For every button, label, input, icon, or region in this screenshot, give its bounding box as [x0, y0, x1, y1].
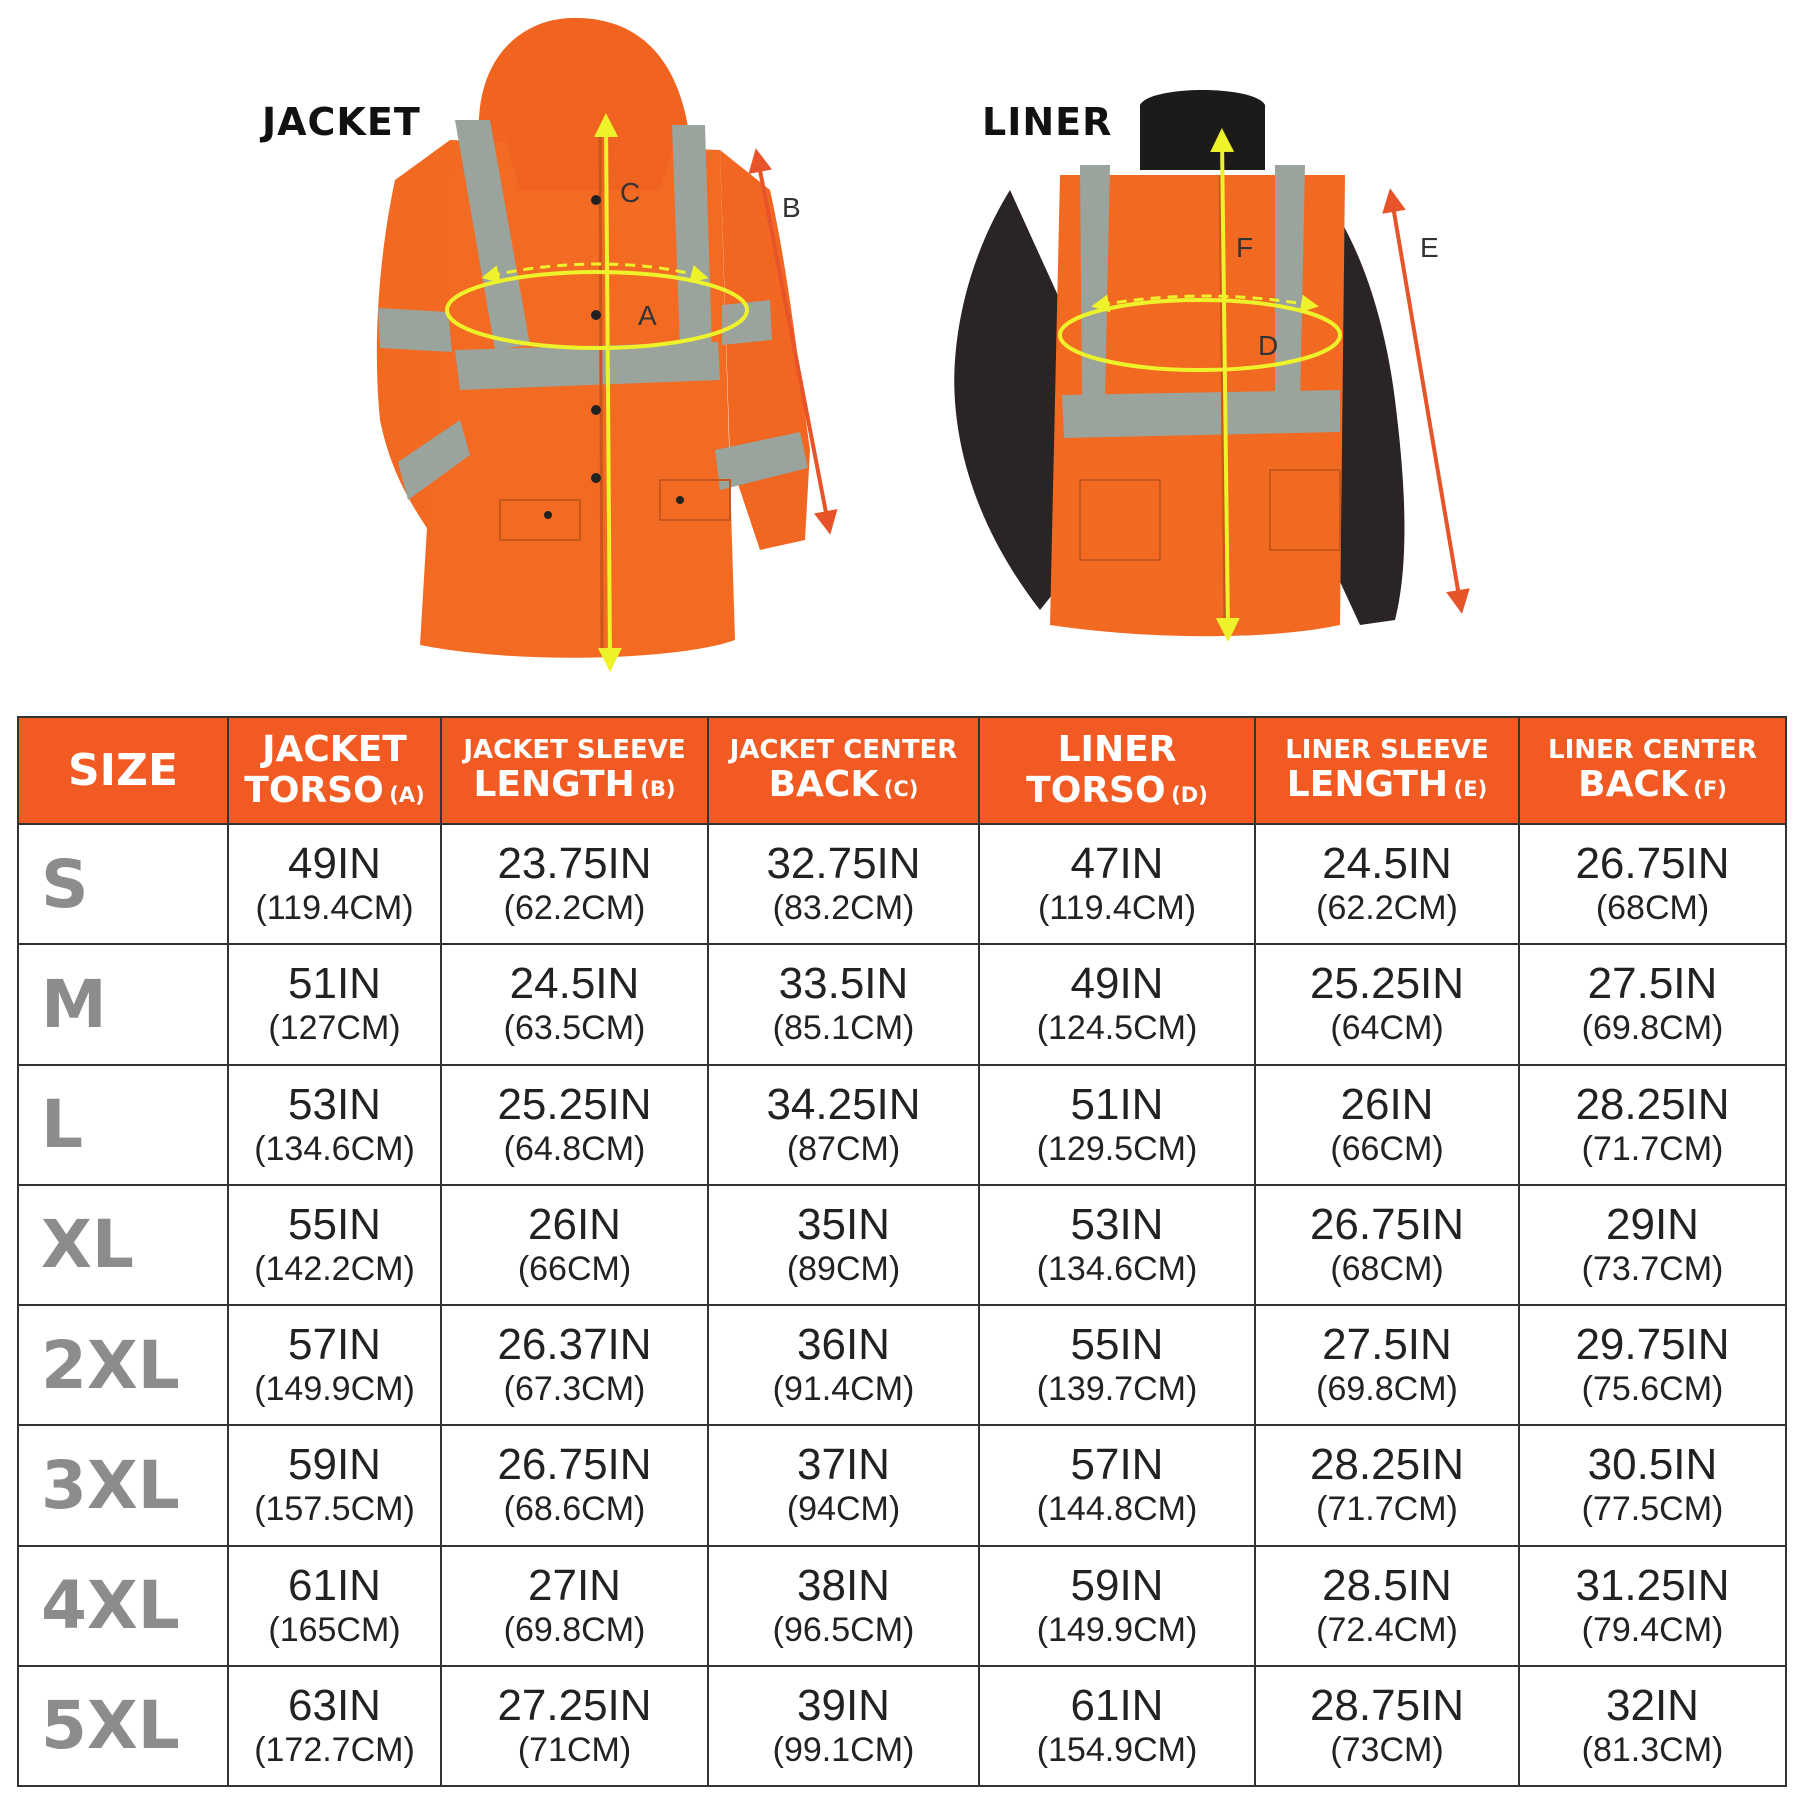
value-centimeters: (165CM) — [268, 1610, 401, 1649]
value-inches: 27.5IN — [1587, 959, 1718, 1009]
value-inches: 28.5IN — [1322, 1560, 1452, 1610]
value-inches: 26.37IN — [497, 1320, 652, 1370]
value-centimeters: (64CM) — [1330, 1009, 1444, 1048]
value-centimeters: (73CM) — [1330, 1730, 1444, 1769]
value-centimeters: (94CM) — [786, 1490, 901, 1529]
value-inches: 29.75IN — [1575, 1320, 1730, 1370]
value-centimeters: (134.6CM) — [1036, 1249, 1198, 1288]
garment-illustrations — [0, 0, 1800, 690]
value-centimeters: (75.6CM) — [1581, 1370, 1724, 1409]
table-header-row — [18, 717, 1786, 824]
value-centimeters: (142.2CM) — [254, 1249, 415, 1288]
value-inches: 30.5IN — [1587, 1440, 1718, 1490]
value-centimeters: (77.5CM) — [1581, 1490, 1724, 1529]
size-label: 2XL — [18, 1305, 228, 1425]
value-inches: 26.75IN — [1575, 839, 1730, 889]
value-centimeters: (154.9CM) — [1036, 1730, 1198, 1769]
value-centimeters: (119.4CM) — [255, 889, 414, 928]
cell-jacket-sleeve-length — [441, 1185, 708, 1305]
table-row — [18, 1065, 1786, 1185]
table-row — [18, 1666, 1786, 1786]
cell-liner-sleeve-length — [1255, 1065, 1519, 1185]
value-inches: 55IN — [1070, 1320, 1164, 1370]
value-centimeters: (85.1CM) — [772, 1009, 915, 1048]
size-label: M — [18, 944, 228, 1064]
value-inches: 61IN — [288, 1560, 381, 1610]
value-centimeters: (66CM) — [1330, 1129, 1444, 1168]
value-inches: 24.5IN — [509, 959, 640, 1009]
value-centimeters: (66CM) — [517, 1249, 632, 1288]
value-inches: 26IN — [528, 1199, 621, 1249]
cell-jacket-torso — [228, 1546, 441, 1666]
value-inches: 28.75IN — [1309, 1680, 1465, 1730]
value-inches: 36IN — [797, 1320, 890, 1370]
cell-jacket-center-back — [708, 1185, 979, 1305]
value-centimeters: (72.4CM) — [1316, 1610, 1458, 1649]
value-centimeters: (129.5CM) — [1036, 1129, 1198, 1168]
header-jacket-torso: JACKET TORSO (A) — [228, 717, 441, 824]
jacket-image — [377, 18, 828, 660]
value-inches: 49IN — [288, 839, 381, 889]
cell-liner-torso — [979, 824, 1255, 944]
value-inches: 27.25IN — [497, 1680, 652, 1730]
value-inches: 34.25IN — [766, 1079, 921, 1129]
size-label: 3XL — [18, 1425, 228, 1545]
value-inches: 57IN — [1070, 1440, 1164, 1490]
value-centimeters: (73.7CM) — [1581, 1249, 1724, 1288]
value-centimeters: (68.6CM) — [503, 1490, 646, 1529]
measure-label-d: D — [1258, 330, 1279, 361]
size-label: L — [18, 1065, 228, 1185]
header-jacket-center-back: JACKET CENTER BACK (C) — [708, 717, 979, 824]
value-inches: 27.5IN — [1322, 1320, 1452, 1370]
cell-liner-torso — [979, 1305, 1255, 1425]
value-inches: 31.25IN — [1575, 1560, 1730, 1610]
cell-jacket-torso — [228, 1666, 441, 1786]
value-inches: 23.75IN — [497, 839, 652, 889]
value-centimeters: (149.9CM) — [254, 1370, 415, 1409]
measure-label-c: C — [620, 177, 641, 208]
value-centimeters: (68CM) — [1330, 1249, 1444, 1288]
value-centimeters: (149.9CM) — [1036, 1610, 1198, 1649]
cell-liner-sleeve-length — [1255, 1305, 1519, 1425]
cell-liner-torso — [979, 1425, 1255, 1545]
cell-jacket-sleeve-length — [441, 1546, 708, 1666]
liner-title: LINER — [982, 100, 1113, 144]
value-inches: 55IN — [288, 1199, 381, 1249]
cell-liner-torso — [979, 944, 1255, 1064]
value-centimeters: (71.7CM) — [1581, 1129, 1724, 1168]
cell-liner-center-back — [1519, 1065, 1786, 1185]
header-size: SIZE — [18, 717, 228, 824]
value-inches: 38IN — [797, 1560, 890, 1610]
value-centimeters: (64.8CM) — [503, 1129, 646, 1168]
value-inches: 26.75IN — [497, 1440, 652, 1490]
cell-jacket-torso — [228, 1305, 441, 1425]
cell-liner-sleeve-length — [1255, 824, 1519, 944]
value-inches: 59IN — [288, 1440, 381, 1490]
value-inches: 57IN — [288, 1320, 381, 1370]
size-label: 4XL — [18, 1546, 228, 1666]
value-centimeters: (134.6CM) — [254, 1129, 415, 1168]
table-row — [18, 1185, 1786, 1305]
size-label: S — [18, 824, 228, 944]
value-inches: 53IN — [1070, 1199, 1164, 1249]
cell-liner-sleeve-length — [1255, 1425, 1519, 1545]
cell-jacket-torso — [228, 1065, 441, 1185]
value-inches: 28.25IN — [1575, 1079, 1730, 1129]
value-inches: 32.75IN — [766, 839, 921, 889]
value-inches: 39IN — [797, 1680, 890, 1730]
table-row — [18, 1305, 1786, 1425]
value-centimeters: (99.1CM) — [772, 1730, 915, 1769]
value-inches: 27IN — [528, 1560, 621, 1610]
cell-jacket-torso — [228, 944, 441, 1064]
value-centimeters: (69.8CM) — [1316, 1370, 1458, 1409]
value-centimeters: (79.4CM) — [1581, 1610, 1724, 1649]
header-jacket-sleeve-length: JACKET SLEEVE LENGTH (B) — [441, 717, 708, 824]
cell-liner-center-back — [1519, 944, 1786, 1064]
table-row — [18, 1425, 1786, 1545]
cell-jacket-torso — [228, 824, 441, 944]
cell-jacket-center-back — [708, 1065, 979, 1185]
cell-liner-sleeve-length — [1255, 1185, 1519, 1305]
cell-jacket-center-back — [708, 1666, 979, 1786]
cell-liner-center-back — [1519, 1305, 1786, 1425]
cell-liner-center-back — [1519, 1666, 1786, 1786]
cell-jacket-center-back — [708, 1305, 979, 1425]
cell-jacket-sleeve-length — [441, 1666, 708, 1786]
value-centimeters: (69.8CM) — [503, 1610, 646, 1649]
header-liner-sleeve-length: LINER SLEEVE LENGTH (E) — [1255, 717, 1519, 824]
size-chart-table — [17, 716, 1787, 1787]
value-inches: 49IN — [1070, 959, 1164, 1009]
value-centimeters: (71CM) — [517, 1730, 632, 1769]
value-centimeters: (96.5CM) — [772, 1610, 915, 1649]
value-centimeters: (89CM) — [786, 1249, 901, 1288]
value-inches: 25.25IN — [1309, 959, 1465, 1009]
cell-liner-sleeve-length — [1255, 1546, 1519, 1666]
value-inches: 29IN — [1606, 1199, 1699, 1249]
cell-liner-torso — [979, 1546, 1255, 1666]
cell-jacket-sleeve-length — [441, 944, 708, 1064]
measure-label-a: A — [638, 300, 657, 331]
cell-jacket-sleeve-length — [441, 824, 708, 944]
cell-jacket-sleeve-length — [441, 1065, 708, 1185]
measure-label-f: F — [1236, 232, 1254, 263]
value-centimeters: (69.8CM) — [1581, 1009, 1724, 1048]
table-row — [18, 1546, 1786, 1666]
value-centimeters: (67.3CM) — [503, 1370, 646, 1409]
cell-liner-center-back — [1519, 1425, 1786, 1545]
value-centimeters: (63.5CM) — [503, 1009, 646, 1048]
value-inches: 33.5IN — [778, 959, 909, 1009]
value-inches: 24.5IN — [1322, 839, 1452, 889]
value-inches: 26IN — [1340, 1079, 1434, 1129]
value-centimeters: (157.5CM) — [254, 1490, 415, 1529]
table-body — [18, 824, 1786, 1786]
header-liner-torso: LINER TORSO (D) — [979, 717, 1255, 824]
cell-jacket-sleeve-length — [441, 1305, 708, 1425]
cell-jacket-center-back — [708, 1425, 979, 1545]
size-label: 5XL — [18, 1666, 228, 1786]
value-centimeters: (144.8CM) — [1036, 1490, 1198, 1529]
cell-jacket-torso — [228, 1425, 441, 1545]
value-centimeters: (71.7CM) — [1316, 1490, 1458, 1529]
cell-jacket-torso — [228, 1185, 441, 1305]
cell-liner-center-back — [1519, 824, 1786, 944]
table-row — [18, 824, 1786, 944]
value-inches: 28.25IN — [1309, 1440, 1465, 1490]
value-centimeters: (139.7CM) — [1036, 1370, 1198, 1409]
measure-label-e: E — [1420, 232, 1439, 263]
cell-liner-center-back — [1519, 1546, 1786, 1666]
value-inches: 61IN — [1070, 1680, 1164, 1730]
value-inches: 53IN — [288, 1079, 381, 1129]
cell-jacket-center-back — [708, 824, 979, 944]
value-centimeters: (81.3CM) — [1581, 1730, 1724, 1769]
measure-label-b: B — [782, 192, 801, 223]
value-inches: 26.75IN — [1309, 1199, 1465, 1249]
value-inches: 25.25IN — [497, 1079, 652, 1129]
value-inches: 37IN — [797, 1440, 890, 1490]
value-inches: 47IN — [1070, 839, 1164, 889]
value-inches: 59IN — [1070, 1560, 1164, 1610]
table-row — [18, 944, 1786, 1064]
value-inches: 51IN — [1070, 1079, 1164, 1129]
cell-liner-torso — [979, 1666, 1255, 1786]
jacket-title: JACKET — [262, 100, 421, 144]
header-liner-center-back: LINER CENTER BACK (F) — [1519, 717, 1786, 824]
value-inches: 32IN — [1606, 1680, 1699, 1730]
value-inches: 63IN — [288, 1680, 381, 1730]
value-centimeters: (172.7CM) — [254, 1730, 415, 1769]
cell-liner-sleeve-length — [1255, 1666, 1519, 1786]
value-centimeters: (91.4CM) — [772, 1370, 915, 1409]
cell-liner-torso — [979, 1185, 1255, 1305]
value-centimeters: (62.2CM) — [503, 889, 646, 928]
cell-liner-sleeve-length — [1255, 944, 1519, 1064]
value-centimeters: (124.5CM) — [1036, 1009, 1198, 1048]
value-centimeters: (62.2CM) — [1316, 889, 1458, 928]
value-centimeters: (127CM) — [268, 1009, 401, 1048]
liner-image — [954, 90, 1460, 636]
value-centimeters: (83.2CM) — [772, 889, 915, 928]
value-inches: 35IN — [797, 1199, 890, 1249]
value-centimeters: (87CM) — [786, 1129, 901, 1168]
cell-liner-torso — [979, 1065, 1255, 1185]
cell-jacket-center-back — [708, 944, 979, 1064]
value-centimeters: (119.4CM) — [1037, 889, 1197, 928]
size-label: XL — [18, 1185, 228, 1305]
cell-liner-center-back — [1519, 1185, 1786, 1305]
value-inches: 51IN — [288, 959, 381, 1009]
cell-jacket-sleeve-length — [441, 1425, 708, 1545]
value-centimeters: (68CM) — [1595, 889, 1710, 928]
cell-jacket-center-back — [708, 1546, 979, 1666]
